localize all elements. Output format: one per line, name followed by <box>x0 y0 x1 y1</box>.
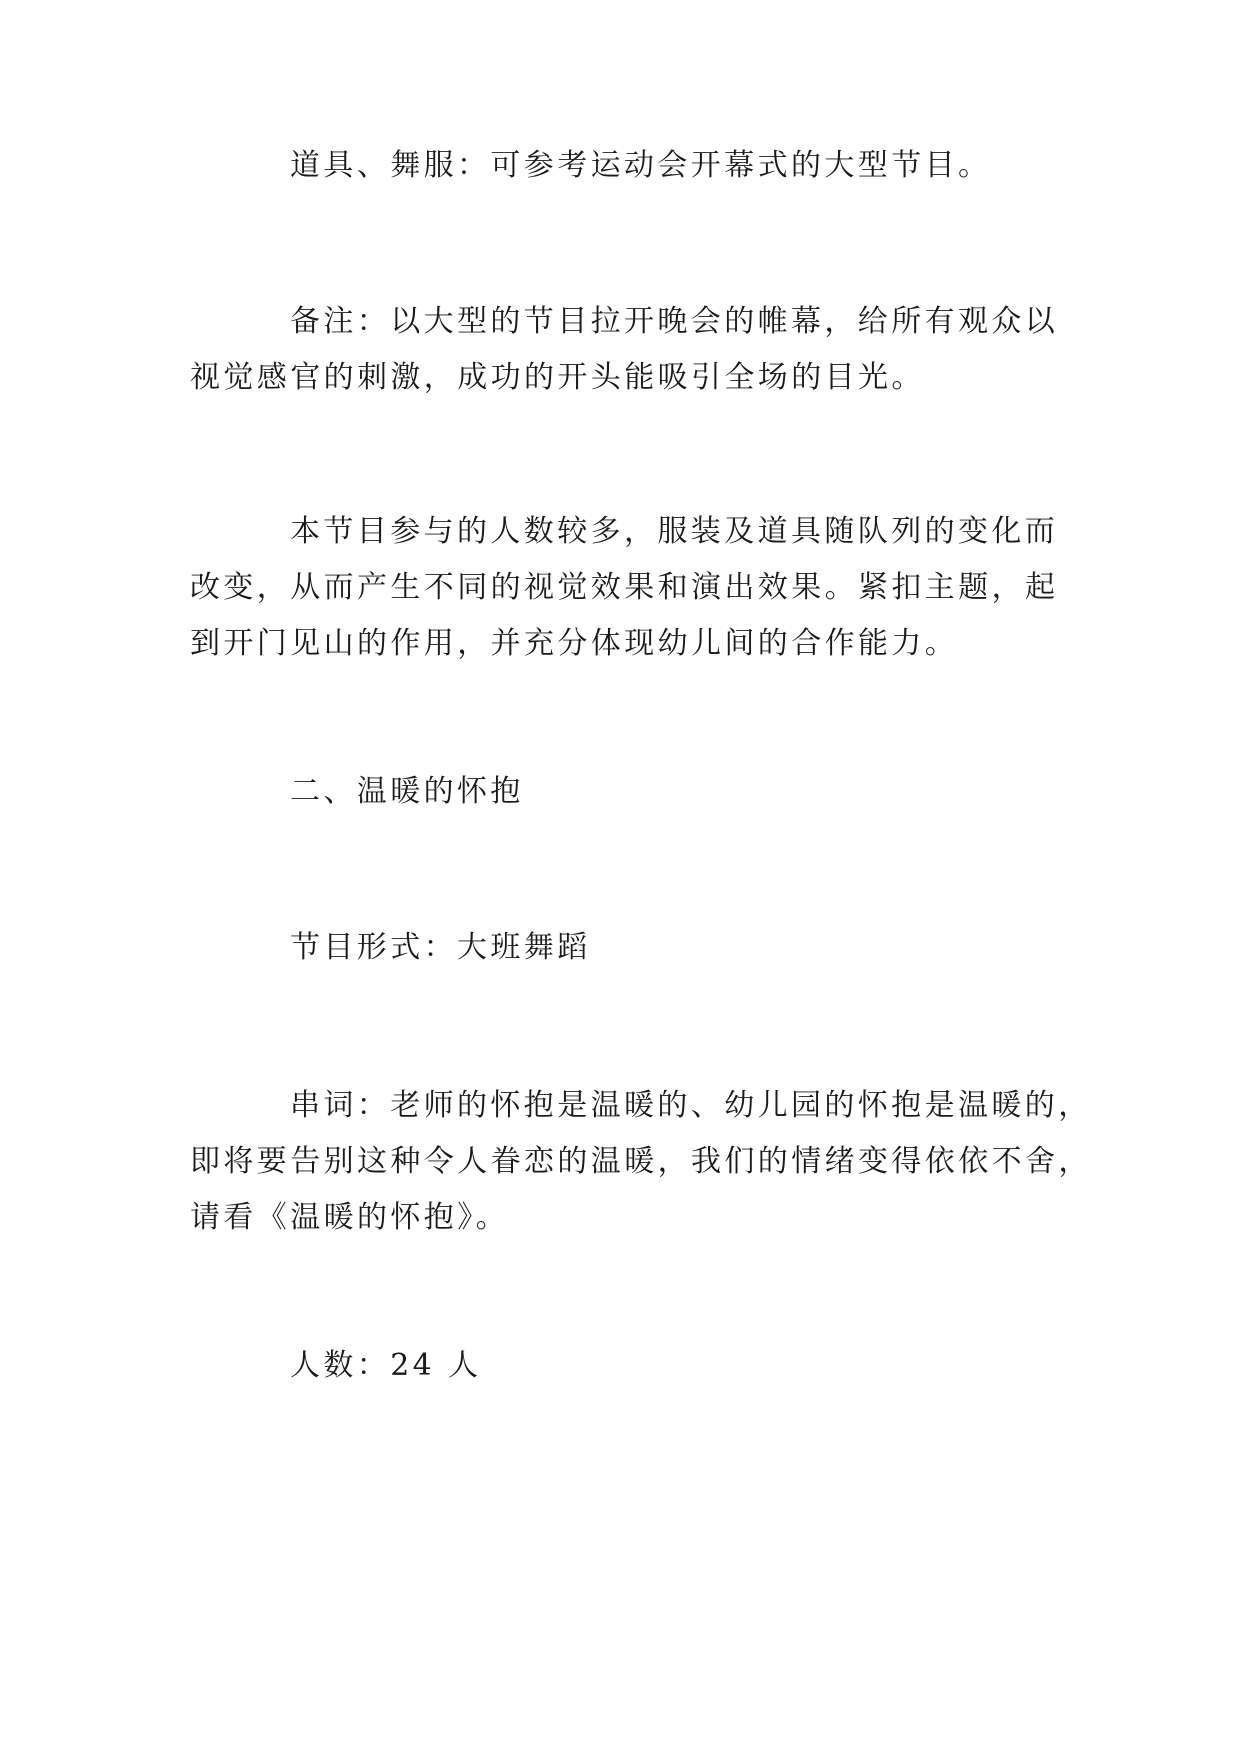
text-line: 视觉感官的刺激，成功的开头能吸引全场的目光。 <box>190 360 925 395</box>
text-line: 串词：老师的怀抱是温暖的、幼儿园的怀抱是温暖的， <box>290 1088 1092 1123</box>
text-line: 人数：24 人 <box>290 1348 482 1383</box>
paragraph-host-script <box>190 1078 1092 1246</box>
text-line: 即将要告别这种令人眷恋的温暖，我们的情绪变得依依不舍， <box>190 1144 1092 1179</box>
section-heading <box>190 764 1050 820</box>
paragraph-description <box>190 504 1059 672</box>
text-line: 本节目参与的人数较多，服装及道具随队列的变化而 <box>290 514 1059 549</box>
paragraph-program-form <box>190 920 1050 976</box>
paragraph-remarks <box>190 294 1059 406</box>
text-line: 道具、舞服：可参考运动会开幕式的大型节目。 <box>290 148 992 183</box>
heading-text: 二、温暖的怀抱 <box>290 774 524 809</box>
text-line: 节目形式：大班舞蹈 <box>290 930 591 965</box>
text-line: 改变，从而产生不同的视觉效果和演出效果。紧扣主题，起 <box>190 570 1059 605</box>
text-line: 备注：以大型的节目拉开晚会的帷幕，给所有观众以 <box>290 304 1059 339</box>
text-line: 请看《温暖的怀抱》。 <box>190 1200 509 1235</box>
paragraph-headcount <box>190 1338 1050 1394</box>
text-line: 到开门见山的作用，并充分体现幼儿间的合作能力。 <box>190 626 959 661</box>
paragraph-props-costumes <box>190 138 1050 194</box>
